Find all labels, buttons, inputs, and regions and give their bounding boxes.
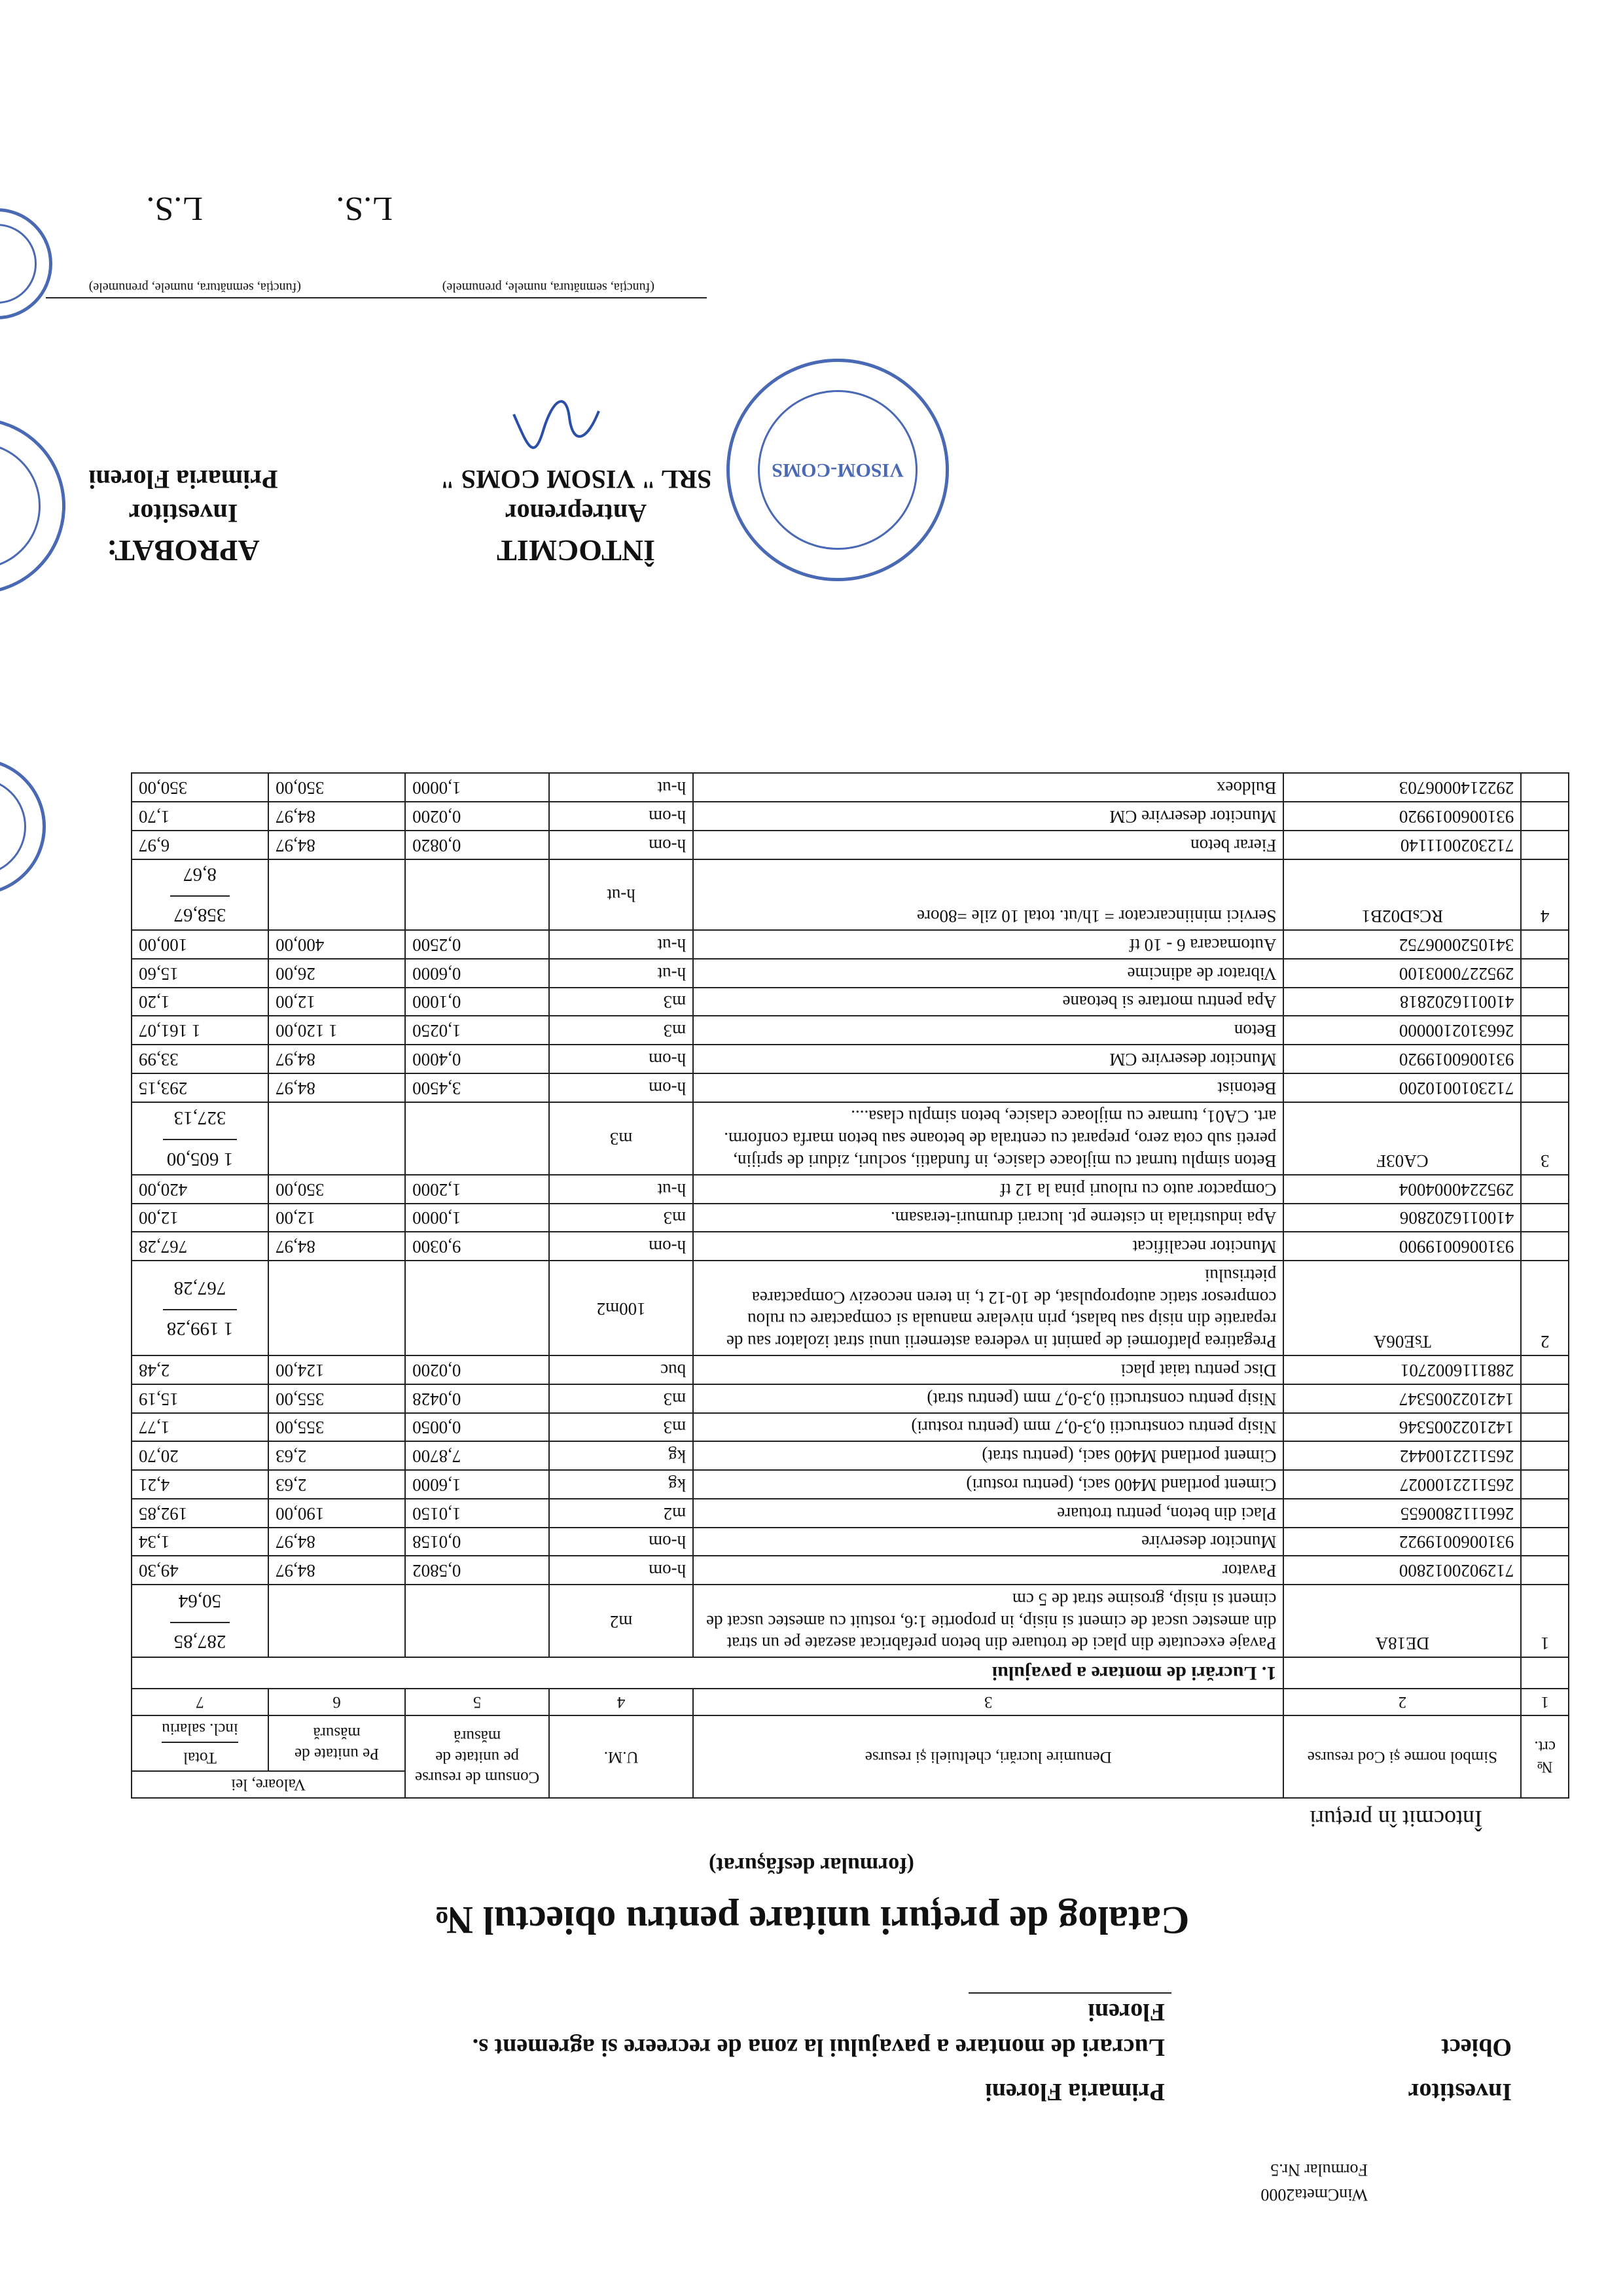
resource-code: 2952270003100: [1283, 959, 1521, 988]
resource-unit-price: 350,00: [268, 774, 405, 802]
resource-unit-price: 84,97: [268, 1232, 405, 1261]
resource-unit: kg: [549, 1442, 693, 1471]
resource-row: [132, 1470, 1569, 1499]
investor-org: Primaria Floreni: [88, 465, 278, 494]
resource-unit: buc: [549, 1355, 693, 1384]
resource-row: [132, 1442, 1569, 1471]
resource-code: 2651122100442: [1283, 1442, 1521, 1471]
norm-description: Servici miniincarcator = 1h/ut. total 10 zile =80ore: [693, 859, 1283, 931]
resource-unit-price: 26,00: [268, 959, 405, 988]
resource-nr-empty: [1521, 1470, 1569, 1499]
norm-unit: m2: [549, 1585, 693, 1657]
resource-nr-empty: [1521, 1073, 1569, 1102]
resource-consum: 0,0200: [405, 802, 549, 831]
object-value-cont: Floreni: [1088, 1998, 1165, 2026]
resource-consum: 0,6000: [405, 959, 549, 988]
resource-total: 1 161,07: [132, 1016, 268, 1045]
resource-total: 100,00: [132, 930, 268, 959]
resource-total: 15,19: [132, 1384, 268, 1413]
resource-row: [132, 1528, 1569, 1556]
resource-total: 6,97: [132, 831, 268, 859]
resource-code: 4100116202806: [1283, 1204, 1521, 1232]
resource-unit: h-om: [549, 1232, 693, 1261]
resource-unit: h-ut: [549, 930, 693, 959]
norm-row: [132, 1102, 1569, 1175]
resource-unit-price: 355,00: [268, 1413, 405, 1442]
resource-row: [132, 1413, 1569, 1442]
investor-ls: L.S.: [146, 190, 203, 227]
resource-unit: m3: [549, 1384, 693, 1413]
norm-unit: h-ut: [549, 859, 693, 931]
resource-name: Automacara 6 - 10 tf: [693, 930, 1283, 959]
resource-unit-price: 355,00: [268, 1384, 405, 1413]
resource-nr-empty: [1521, 930, 1569, 959]
norm-code: CA03F: [1283, 1102, 1521, 1175]
norm-total-cell: [132, 1585, 268, 1657]
object-label: Obiect: [1441, 2034, 1512, 2061]
resource-total: 350,00: [132, 774, 268, 802]
object-value: Lucrari de montare a pavajului la zona de recreere si agrement s.: [472, 2034, 1165, 2061]
norm-consum-empty: [405, 859, 549, 931]
resource-total: 1,34: [132, 1528, 268, 1556]
resource-row: [132, 774, 1569, 802]
col-header-name: Denumire lucrări, cheltuieli și resurse: [693, 1715, 1283, 1798]
resource-name: Ciment portland M400 saci, (pentru rosturi): [693, 1470, 1283, 1499]
resource-consum: 1,0000: [405, 1204, 549, 1232]
resource-row: [132, 1204, 1569, 1232]
resource-code: 7129020012800: [1283, 1556, 1521, 1585]
resource-unit-price: 84,97: [268, 1045, 405, 1073]
resource-code: 7123020011140: [1283, 831, 1521, 859]
resource-consum: 0,1000: [405, 988, 549, 1016]
resource-total: 49,30: [132, 1556, 268, 1585]
resource-unit-price: 1 120,00: [268, 1016, 405, 1045]
resource-nr-empty: [1521, 1384, 1569, 1413]
resource-code: 4100116202818: [1283, 988, 1521, 1016]
resource-unit: kg: [549, 1470, 693, 1499]
prices-note: Întocmit în prețuri: [1310, 1806, 1482, 1832]
norm-total: 1 605,00: [163, 1139, 238, 1170]
resource-nr-empty: [1521, 1442, 1569, 1471]
resource-consum: 1,0250: [405, 1016, 549, 1045]
resource-row: [132, 1384, 1569, 1413]
norm-unit: 100m2: [549, 1261, 693, 1355]
norm-total: 1 199,28: [163, 1309, 238, 1340]
resource-consum: 0,0158: [405, 1528, 549, 1556]
norm-description: Beton simplu turnat cu mijloace clasice, in fundatii, socluri, ziduri de sprijin, pereti sub cota zero, preparat cu centrala de betoane sau beton marfa conform. art. CA01, turnare cu mijloace clasice, beton simplu clasa....: [693, 1102, 1283, 1175]
norm-unit: m3: [549, 1102, 693, 1175]
resource-code: 2651122100027: [1283, 1470, 1521, 1499]
norm-row: [132, 859, 1569, 931]
contractor-ls: L.S.: [336, 190, 393, 227]
resource-name: Muncitor deservire: [693, 1528, 1283, 1556]
resource-code: 9310060019922: [1283, 1528, 1521, 1556]
resource-name: Beton: [693, 1016, 1283, 1045]
resource-consum: 0,0428: [405, 1384, 549, 1413]
col-header-unit-price: Pe unitate de măsură: [268, 1715, 405, 1771]
resource-unit: m3: [549, 988, 693, 1016]
norm-unit-price-empty: [268, 1261, 405, 1355]
col-header-consum: Consum de resurse pe unitate de măsură: [405, 1715, 549, 1798]
section-title-row: [132, 1658, 1569, 1689]
resource-unit: h-ut: [549, 774, 693, 802]
resource-total: 15,60: [132, 959, 268, 988]
resource-consum: 7,8700: [405, 1442, 549, 1471]
resource-unit-price: 190,00: [268, 1499, 405, 1528]
resource-name: Fierar beton: [693, 831, 1283, 859]
norm-row: [132, 1261, 1569, 1355]
resource-name: Placi din beton, pentru trotuare: [693, 1499, 1283, 1528]
norm-incl-salary: 8,67: [183, 864, 217, 885]
resource-unit-price: 2,63: [268, 1442, 405, 1471]
resource-row: [132, 988, 1569, 1016]
resource-code: 9310060019900: [1283, 1232, 1521, 1261]
resource-nr-empty: [1521, 1413, 1569, 1442]
norm-consum-empty: [405, 1261, 549, 1355]
investor-signature-line: [46, 297, 314, 298]
norm-total: 287,85: [170, 1622, 230, 1653]
resource-consum: 0,0820: [405, 831, 549, 859]
resource-code: 2663102100000: [1283, 1016, 1521, 1045]
resource-unit: m2: [549, 1499, 693, 1528]
resource-code: 1421022005347: [1283, 1384, 1521, 1413]
resource-unit: m3: [549, 1016, 693, 1045]
norm-row: [132, 1585, 1569, 1657]
resource-unit: h-om: [549, 831, 693, 859]
resource-unit-price: 84,97: [268, 1556, 405, 1585]
resource-consum: 0,4000: [405, 1045, 549, 1073]
price-catalog-table: [131, 773, 1569, 1799]
resource-consum: 1,0000: [405, 774, 549, 802]
section-title: 1. Lucrări de montare a pavajului: [132, 1658, 1283, 1689]
resource-code: 7123010010200: [1283, 1073, 1521, 1102]
resource-nr-empty: [1521, 1355, 1569, 1384]
resource-unit-price: 400,00: [268, 930, 405, 959]
resource-total: 1,77: [132, 1413, 268, 1442]
norm-number: 3: [1521, 1102, 1569, 1175]
resource-nr-empty: [1521, 1016, 1569, 1045]
resource-nr-empty: [1521, 802, 1569, 831]
resource-nr-empty: [1521, 1499, 1569, 1528]
col-header-code: Simbol norme și Cod resurse: [1283, 1715, 1521, 1798]
col-header-um: U.M.: [549, 1715, 693, 1798]
partial-stamp-edge: [0, 208, 52, 319]
contractor-company: SRL " VISOM COMS ": [440, 465, 712, 494]
norm-unit-price-empty: [268, 859, 405, 931]
approved-title: APROBAT:: [107, 534, 260, 567]
company-stamp: VISOM-COMS: [726, 359, 949, 581]
resource-consum: 3,4500: [405, 1073, 549, 1102]
resource-unit-price: 84,97: [268, 831, 405, 859]
resource-consum: 0,2500: [405, 930, 549, 959]
norm-unit-price-empty: [268, 1585, 405, 1657]
resource-name: Muncitor necalificat: [693, 1232, 1283, 1261]
resource-total: 33,99: [132, 1045, 268, 1073]
resource-name: Betonist: [693, 1073, 1283, 1102]
col-header-total: Total incl. salariu: [132, 1715, 268, 1771]
norm-number: 4: [1521, 859, 1569, 931]
handwritten-signature: [507, 391, 605, 450]
document-subtitle: (formular desfășurat): [709, 1853, 914, 1877]
resource-total: 767,28: [132, 1232, 268, 1261]
resource-consum: 1,2000: [405, 1175, 549, 1204]
norm-code: DE18A: [1283, 1585, 1521, 1657]
resource-consum: 1,6000: [405, 1470, 549, 1499]
resource-unit-price: 84,97: [268, 1528, 405, 1556]
resource-unit-price: 12,00: [268, 988, 405, 1016]
resource-nr-empty: [1521, 1556, 1569, 1585]
document-title: Catalog de prețuri unitare pentru obiectul №: [433, 1899, 1190, 1942]
resource-row: [132, 1556, 1569, 1585]
norm-incl-salary: 50,64: [178, 1590, 222, 1611]
norm-description: Pregatirea platformei de pamint in vederea asternerii unui strat izolator sau de reparatie din nisip sau balast, prin nivelare manuala si compactare cu rulou compresor static autopropulsat, de 10-12 t, in teren necoeziv Compactarea pietrisului: [693, 1261, 1283, 1355]
resource-name: Nisip pentru constructii 0,3-0,7 mm (pentru strat): [693, 1384, 1283, 1413]
norm-number: 1: [1521, 1585, 1569, 1657]
resource-nr-empty: [1521, 774, 1569, 802]
investor-value: Primaria Floreni: [985, 2078, 1165, 2106]
norm-code: RCsD02B1: [1283, 859, 1521, 931]
resource-unit: h-ut: [549, 959, 693, 988]
norm-total-cell: [132, 859, 268, 931]
resource-row: [132, 1499, 1569, 1528]
resource-nr-empty: [1521, 988, 1569, 1016]
resource-total: 1,20: [132, 988, 268, 1016]
resource-row: [132, 831, 1569, 859]
resource-unit: h-om: [549, 1073, 693, 1102]
resource-total: 1,70: [132, 802, 268, 831]
contractor-signature-caption: (funcția, semnătura, numele, prenumele): [442, 280, 654, 295]
resource-consum: 0,0050: [405, 1413, 549, 1442]
resource-code: 2922140006703: [1283, 774, 1521, 802]
resource-unit: m3: [549, 1204, 693, 1232]
norm-description: Pavaje executate din placi de trotuare din beton prefabricat asezate pe un strat din amestec uscat de ciment si nisip, in proportie 1:6, rostuit cu amestec uscat de ciment si nisip, grosime strat de 5 cm: [693, 1585, 1283, 1657]
norm-incl-salary: 767,28: [173, 1277, 226, 1299]
norm-total: 358,67: [170, 895, 230, 927]
norm-total-cell: [132, 1102, 268, 1175]
resource-total: 293,15: [132, 1073, 268, 1102]
table-header-row: [132, 1771, 1569, 1798]
resource-row: [132, 1073, 1569, 1102]
resource-unit-price: 2,63: [268, 1470, 405, 1499]
resource-unit: h-ut: [549, 1175, 693, 1204]
resource-total: 192,85: [132, 1499, 268, 1528]
resource-nr-empty: [1521, 1232, 1569, 1261]
norm-code: TsE06A: [1283, 1261, 1521, 1355]
resource-unit-price: 350,00: [268, 1175, 405, 1204]
resource-code: 2952240004004: [1283, 1175, 1521, 1204]
resource-unit-price: 84,97: [268, 802, 405, 831]
partial-stamp-edge: [0, 758, 46, 895]
resource-row: [132, 1016, 1569, 1045]
resource-unit: h-om: [549, 1556, 693, 1585]
resource-name: Vibrator de adincime: [693, 959, 1283, 988]
norm-incl-salary: 327,13: [173, 1107, 226, 1129]
resource-nr-empty: [1521, 1045, 1569, 1073]
norm-number: 2: [1521, 1261, 1569, 1355]
resource-nr-empty: [1521, 1175, 1569, 1204]
resource-name: Apa pentru mortare si betoane: [693, 988, 1283, 1016]
resource-total: 4,21: [132, 1470, 268, 1499]
resource-name: Disc pentru taiat placi: [693, 1355, 1283, 1384]
norm-consum-empty: [405, 1585, 549, 1657]
resource-name: Compactor auto cu rulouri pina la 12 tf: [693, 1175, 1283, 1204]
norm-total-cell: [132, 1261, 268, 1355]
resource-code: 1421022005346: [1283, 1413, 1521, 1442]
resource-row: [132, 1045, 1569, 1073]
col-header-value-group: Valoare, lei: [132, 1771, 405, 1798]
resource-total: 2,48: [132, 1355, 268, 1384]
resource-nr-empty: [1521, 831, 1569, 859]
object-underline: [969, 1992, 1171, 1994]
resource-name: Nisip pentru constructii 0,3-0,7 mm (pentru rosturi): [693, 1413, 1283, 1442]
resource-consum: 0,5802: [405, 1556, 549, 1585]
table-body: [132, 774, 1569, 1658]
resource-unit-price: 84,97: [268, 1073, 405, 1102]
norm-unit-price-empty: [268, 1102, 405, 1175]
resource-unit-price: 12,00: [268, 1204, 405, 1232]
resource-consum: 9,0300: [405, 1232, 549, 1261]
resource-row: [132, 1175, 1569, 1204]
column-number-row: 1 2 3 4 5 6 7: [132, 1689, 1569, 1715]
resource-name: Buldoex: [693, 774, 1283, 802]
resource-code: 3410520006752: [1283, 930, 1521, 959]
resource-row: [132, 1232, 1569, 1261]
contractor-role: Antreprenor: [505, 499, 647, 528]
resource-nr-empty: [1521, 1528, 1569, 1556]
contractor-signature-line: [275, 297, 707, 298]
resource-unit: m3: [549, 1413, 693, 1442]
resource-total: 20,70: [132, 1442, 268, 1471]
investor-role: Investitor: [128, 499, 238, 528]
resource-name: Ciment portland M400 saci, (pentru strat): [693, 1442, 1283, 1471]
resource-total: 12,00: [132, 1204, 268, 1232]
software-name: WinCmeta2000: [1260, 2185, 1368, 2204]
col-header-nr: № crt.: [1521, 1715, 1569, 1798]
resource-code: 2881116002701: [1283, 1355, 1521, 1384]
resource-row: [132, 1355, 1569, 1384]
resource-total: 420,00: [132, 1175, 268, 1204]
resource-code: 9310060019920: [1283, 1045, 1521, 1073]
resource-consum: 1,0150: [405, 1499, 549, 1528]
resource-unit-price: 124,00: [268, 1355, 405, 1384]
resource-name: Muncitor deservire CM: [693, 1045, 1283, 1073]
prepared-title: ÎNTOCMIT: [497, 534, 655, 567]
resource-row: [132, 930, 1569, 959]
resource-consum: 0,0200: [405, 1355, 549, 1384]
investor-signature-caption: (funcția, semnătura, numele, prenumele): [88, 280, 301, 295]
form-number: Formular Nr.5: [1270, 2161, 1368, 2179]
resource-row: [132, 959, 1569, 988]
resource-unit: h-om: [549, 1528, 693, 1556]
resource-name: Pavator: [693, 1556, 1283, 1585]
resource-code: 2661112800655: [1283, 1499, 1521, 1528]
resource-nr-empty: [1521, 1204, 1569, 1232]
resource-code: 9310060019920: [1283, 802, 1521, 831]
resource-nr-empty: [1521, 959, 1569, 988]
resource-unit: h-om: [549, 1045, 693, 1073]
resource-name: Apa industriala in cisterne pt. lucrari drumuri-terasam.: [693, 1204, 1283, 1232]
investor-label: Investitor: [1408, 2078, 1512, 2106]
resource-name: Muncitor deservire CM: [693, 802, 1283, 831]
norm-consum-empty: [405, 1102, 549, 1175]
resource-unit: h-om: [549, 802, 693, 831]
resource-row: [132, 802, 1569, 831]
